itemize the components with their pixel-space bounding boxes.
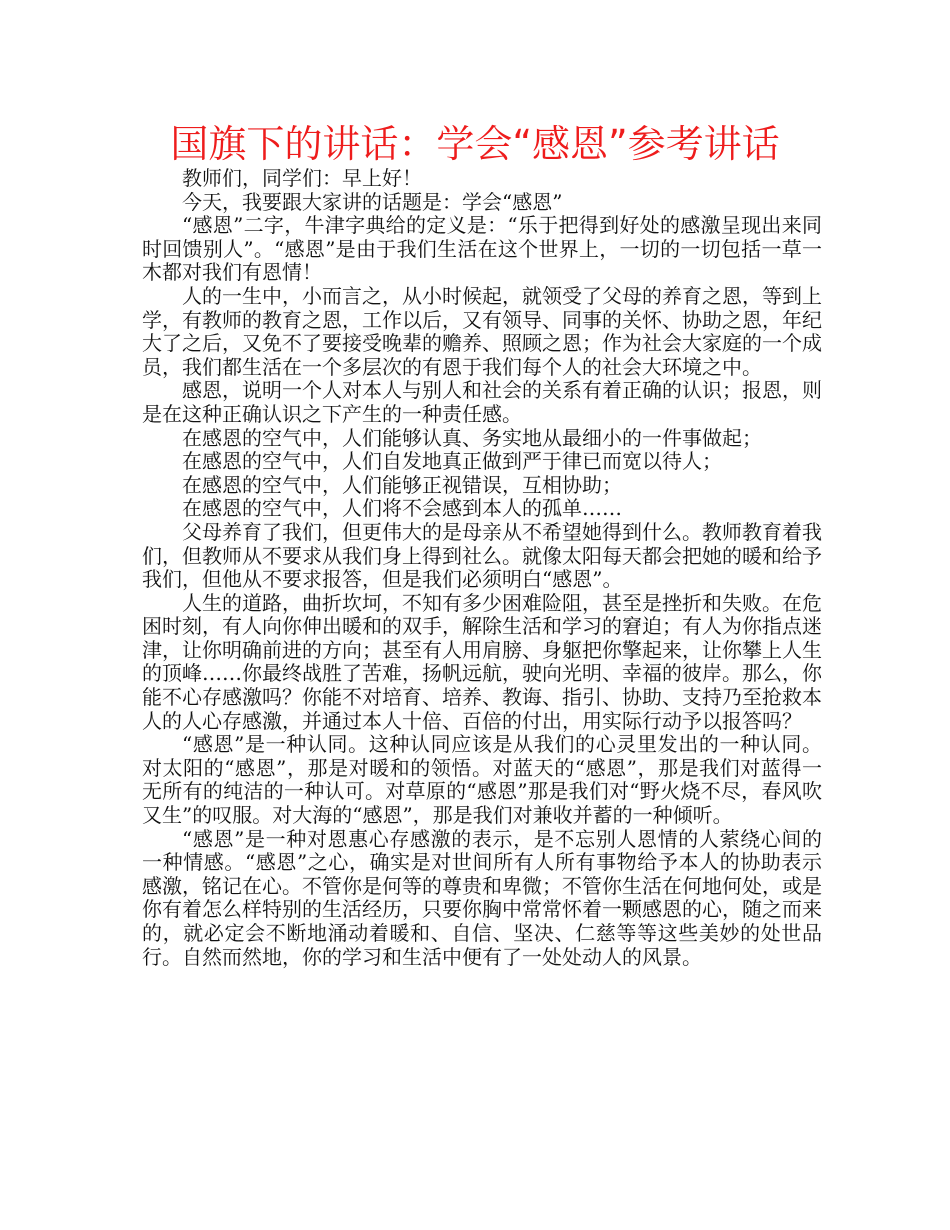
paragraph-atmosphere-4: 在感恩的空气中，人们将不会感到本人的孤单……: [182, 496, 622, 521]
paragraph-life-road: 人生的道路，曲折坎坷，不知有多少困难险阻，甚至是挫折和失败。在危困时刻，有人向你伸出暖和的双手，解除生活和学习的窘迫；有人为你指点迷津，让你明确前进的方向；甚至有人用肩膀、身躯把你擎起来，让你攀上人生的顶峰……你最终战胜了苦难，扬帆远航，驶向光明、幸福的彼岸。那么，你能不心存感激吗？你能不对培育、培养、教诲、指引、协助、支持乃至抢救本人的人心存感激，并通过本人十倍、百倍的付出，用实际行动予以报答吗？: [142, 590, 822, 733]
paragraph-atmosphere-1: 在感恩的空气中，人们能够认真、务实地从最细小的一件事做起；: [182, 425, 762, 450]
paragraph-atmosphere-2: 在感恩的空气中，人们自发地真正做到严于律已而宽以待人；: [182, 449, 722, 474]
paragraph-atmosphere-3: 在感恩的空气中，人们能够正视错误，互相协助；: [182, 472, 622, 497]
paragraph-gratitude-meaning: 感恩，说明一个人对本人与别人和社会的关系有着正确的认识；报恩，则是在这种正确认识之下产生的一种责任感。: [142, 378, 822, 426]
paragraph-parents-teachers: 父母养育了我们，但更伟大的是母亲从不希望她得到什么。教师教育着我们，但教师从不要求从我们身上得到社么。就像太阳每天都会把她的暖和给予我们，但他从不要求报答，但是我们必须明白“感恩”。: [142, 519, 822, 592]
document-body: [142, 167, 822, 969]
paragraph-life-gratitude: 人的一生中，小而言之，从小时候起，就领受了父母的养育之恩，等到上学，有教师的教育之恩，工作以后，又有领导、同事的关怀、协助之恩，年纪大了之后，又免不了要接受晚辈的赡养、照顾之恩；作为社会大家庭的一个成员，我们都生活在一个多层次的有恩于我们每个人的社会大环境之中。: [142, 283, 822, 379]
paragraph-recognition: “感恩”是一种认同。这种认同应该是从我们的心灵里发出的一种认同。对太阳的“感恩”，那是对暖和的领悟。对蓝天的“感恩”，那是我们对蓝得一无所有的纯洁的一种认可。对草原的“感恩”那是我们对“野火烧不尽，春风吹又生”的叹服。对大海的“感恩”，那是我们对兼收并蓄的一种倾听。: [142, 732, 822, 828]
document-title: 国旗下的讲话：学会“感恩”参考讲话: [170, 122, 780, 166]
paragraph-topic: 今天，我要跟大家讲的话题是：学会“感恩”: [182, 189, 563, 214]
paragraph-appreciation: “感恩”是一种对恩惠心存感激的表示，是不忘别人恩情的人萦绕心间的一种情感。“感恩”之心，确实是对世间所有人所有事物给予本人的协助表示感激，铭记在心。不管你是何等的尊贵和卑微；不管你生活在何地何处，或是你有着怎么样特别的生活经历，只要你胸中常常怀着一颗感恩的心，随之而来的，就必定会不断地涌动着暖和、自信、坚决、仁慈等等这些美妙的处世品行。自然而然地，你的学习和生活中便有了一处处动人的风景。: [142, 826, 822, 969]
paragraph-greeting: 教师们，同学们：早上好！: [182, 166, 422, 190]
paragraph-definition: “感恩”二字，牛津字典给的定义是：“乐于把得到好处的感激呈现出来同时回馈别人”。“感恩”是由于我们生活在这个世界上，一切的一切包括一草一木都对我们有恩情！: [142, 213, 822, 285]
